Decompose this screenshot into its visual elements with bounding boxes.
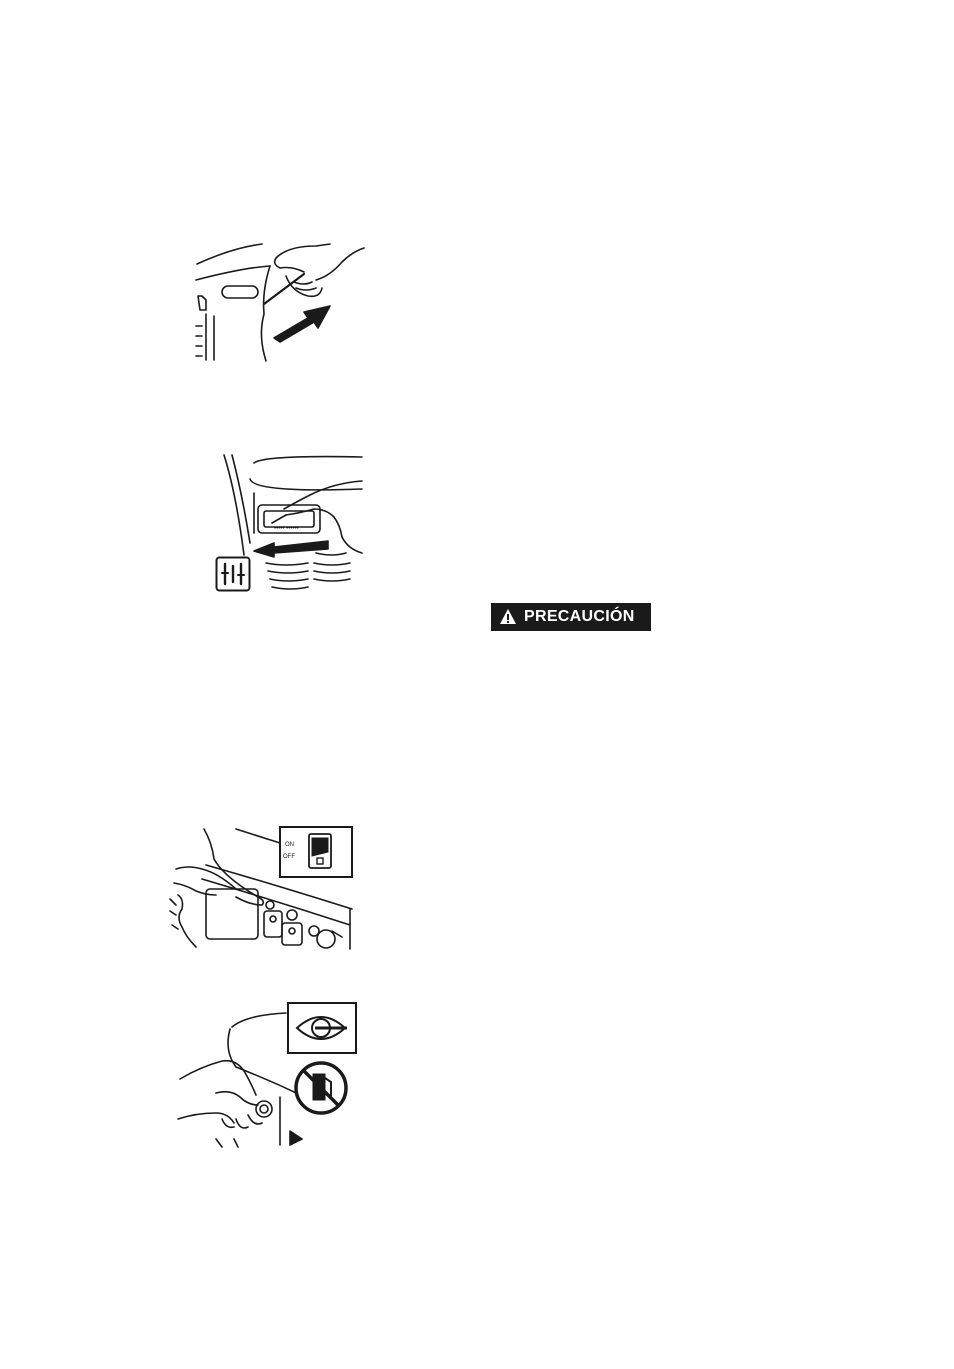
figure-engine-switch <box>166 825 356 951</box>
engine-switch-icon <box>279 826 353 878</box>
caution-banner <box>491 603 651 631</box>
switch-on-label: ON <box>285 842 294 848</box>
figure-slide-control <box>214 453 366 595</box>
fuel-valve-icon <box>287 1002 357 1054</box>
warning-triangle-icon <box>499 608 517 626</box>
svg-text:••••• ••••••: ••••• •••••• <box>274 526 299 532</box>
carburetor-vent-icon <box>215 556 251 592</box>
caution-label: PRECAUCIÓN <box>524 608 635 625</box>
no-fuel-icon <box>293 1060 349 1116</box>
switch-off-label: OFF <box>283 854 295 860</box>
figure-insert-tool <box>192 236 367 364</box>
figure-fuel-valve <box>176 1001 362 1149</box>
